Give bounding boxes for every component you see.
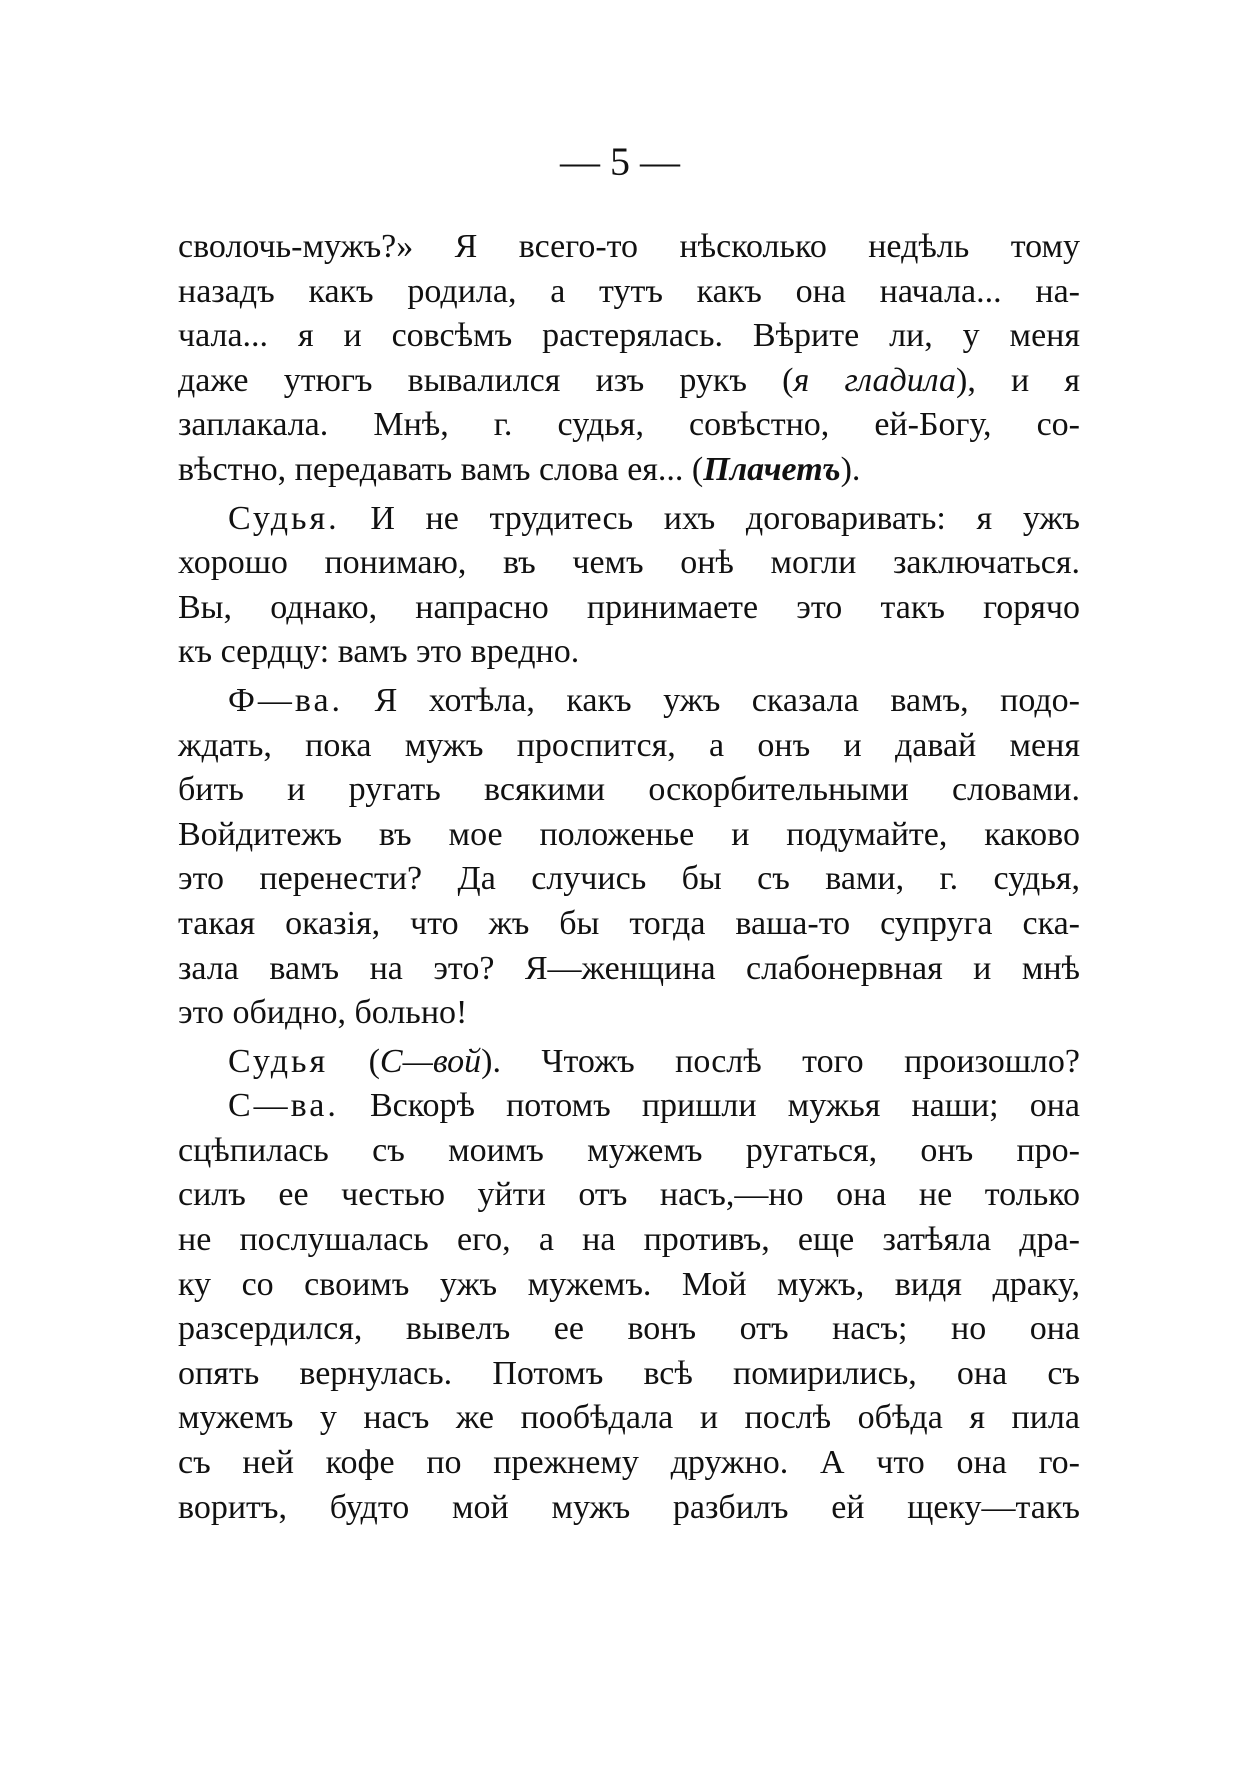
speaker-name: С—ва. (228, 1087, 339, 1125)
text-line: зала вамъ на это? Я—женщина слабонервная и мнѣ (178, 949, 1080, 987)
text-line: вѣстно, передавать вамъ слова ея... (Плачетъ). (178, 450, 861, 488)
text-line: даже утюгъ вывалился изъ рукъ (я гладила), и я (178, 361, 1080, 399)
text-line: мужемъ у насъ же пообѣдала и послѣ обѣда я пила (178, 1399, 1080, 1437)
text-line: назадъ какъ родила, а тутъ какъ она начала... на- (178, 272, 1080, 310)
text-line: Ф—ва. Я хотѣла, какъ ужъ сказала вамъ, подо- (228, 681, 1081, 719)
text-line: заплакала. Мнѣ, г. судья, совѣстно, ей-Богу, со- (178, 406, 1080, 444)
speaker-name: Судья. (228, 499, 340, 537)
text-line: не послушалась его, а на противъ, еще затѣяла дра- (178, 1221, 1080, 1259)
text-line: Судья. И не трудитесь ихъ договаривать: я ужъ (228, 499, 1081, 537)
speaker-name: Судья (228, 1042, 329, 1080)
text-line: воритъ, будто мой мужъ разбилъ ей щеку—такъ (178, 1488, 1080, 1526)
text-line: сволочь-мужъ?» Я всего-то нѣсколько недѣль тому (178, 228, 1080, 265)
text-line: Вы, однако, напрасно принимаете это такъ горячо (178, 588, 1080, 626)
stage-direction: я гладила (793, 361, 956, 399)
text-line: бить и ругать всякими оскорбительными словами. (178, 771, 1080, 809)
text-line: опять вернулась. Потомъ всѣ помирились, она съ (178, 1354, 1080, 1392)
text-line: съ ней кофе по прежнему дружно. А что она го- (178, 1444, 1080, 1482)
text-line: хорошо понимаю, въ чемъ онѣ могли заключаться. (178, 544, 1080, 582)
text-line: это перенести? Да случись бы съ вами, г. судья, (178, 860, 1080, 898)
text-line: къ сердцу: вамъ это вредно. (178, 633, 580, 671)
text-line: силъ ее честью уйти отъ насъ,—но она не только (178, 1176, 1080, 1214)
text-line: чала... я и совсѣмъ растерялась. Вѣрите ли, у меня (178, 317, 1080, 355)
text-line: это обидно, больно! (178, 994, 468, 1032)
text-line: Судья (С—вой). Чтожъ послѣ того произошло? (228, 1042, 1080, 1080)
page-text (178, 225, 1080, 1530)
text-line: ждать, пока мужъ проспится, а онъ и давай меня (178, 726, 1080, 764)
text-line: Войдитежъ въ мое положенье и подумайте, каково (178, 815, 1080, 853)
stage-direction: Плачетъ (703, 450, 841, 488)
text-line: С—ва. Вскорѣ потомъ пришли мужья наши; она (228, 1087, 1080, 1125)
text-line: разсердился, вывелъ ее вонъ отъ насъ; но она (178, 1310, 1080, 1348)
text-line: такая оказія, что жъ бы тогда ваша-то супруга ска- (178, 904, 1080, 942)
page-number: — 5 — (560, 139, 680, 184)
speaker-name: Ф—ва. (228, 681, 344, 719)
stage-direction: С—вой (379, 1042, 482, 1080)
text-line: сцѣпилась съ моимъ мужемъ ругаться, онъ про- (178, 1131, 1080, 1169)
text-line: ку со своимъ ужъ мужемъ. Мой мужъ, видя драку, (178, 1265, 1080, 1303)
